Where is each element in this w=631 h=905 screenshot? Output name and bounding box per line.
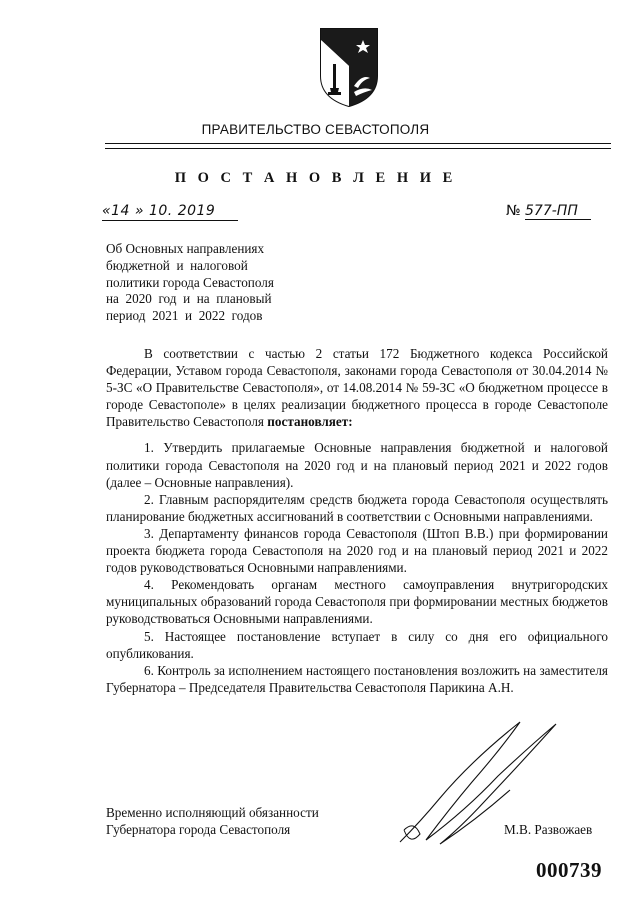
- header-rule-thin: [105, 148, 611, 149]
- signatory-position: [106, 804, 406, 838]
- position-line: Временно исполняющий обязанности: [106, 805, 319, 820]
- subject-line: Об Основных направлениях: [106, 241, 265, 256]
- clause-3: 3. Департаменту финансов города Севастополя (Штоп В.В.) при формировании проекта бюджета города Севастополя на 2020 год и на плановый период 2021 и 2022 годов руководствоваться Основными направлениями.: [106, 525, 608, 576]
- clause-2: 2. Главным распорядителям средств бюджета города Севастополя осуществлять планирование бюджетных ассигнований в соответствии с Основными направлениями.: [106, 491, 608, 524]
- header-rule-thick: [105, 143, 611, 144]
- number-value: 577-ПП: [525, 203, 591, 220]
- document-date: «14 » 10. 2019: [102, 203, 238, 221]
- document-subject: [106, 241, 346, 325]
- clause-6: 6. Контроль за исполнением настоящего постановления возложить на заместителя Губернатора – Председателя Правительства Севастополя Парикина А.Н.: [106, 662, 608, 695]
- document-body: [106, 345, 608, 696]
- document-type: П О С Т А Н О В Л Е Н И Е: [174, 170, 457, 186]
- resolves-word: постановляет:: [267, 414, 353, 430]
- government-title: ПРАВИТЕЛЬСТВО СЕВАСТОПОЛЯ: [201, 122, 430, 137]
- position-line: Губернатора города Севастополя: [106, 822, 291, 837]
- document-serial: 000739: [536, 858, 602, 882]
- number-prefix: №: [506, 203, 521, 219]
- subject-line: на 2020 год и на плановый: [106, 291, 272, 307]
- clause-1: 1. Утвердить прилагаемые Основные направления бюджетной и налоговой политики города Севастополя на 2020 год и на плановый период 2021 и 2022 годов (далее – Основные направления).: [106, 440, 608, 490]
- document-number: [506, 203, 610, 220]
- subject-line: политики города Севастополя: [106, 274, 274, 290]
- intro-paragraph: [106, 345, 608, 430]
- subject-line: бюджетной и налоговой: [106, 257, 248, 273]
- clause-5: 5. Настоящее постановление вступает в силу со дня его официального опубликования.: [106, 628, 608, 661]
- clause-4: 4. Рекомендовать органам местного самоуправления внутригородских муниципальных образований города Севастополя при формировании местных бюджетов руководствоваться Основными направлениями.: [106, 577, 608, 627]
- sevastopol-coat-of-arms-icon: [318, 26, 380, 108]
- subject-line: период 2021 и 2022 годов: [106, 308, 263, 324]
- intro-text: В соответствии с частью 2 статьи 172 Бюджетного кодекса Российской Федерации, Уставом города Севастополя, законами города Севастополя от 30.04.2014 № 5-ЗС «О Правительстве Севастополя», от 14.08.2014 № 59-ЗС «О бюджетном процессе в городе Севастополе» в целях реализации бюджетного процесса в городе Севастополе Правительство Севастополя: [106, 346, 608, 430]
- signatory-name: М.В. Развожаев: [504, 822, 593, 837]
